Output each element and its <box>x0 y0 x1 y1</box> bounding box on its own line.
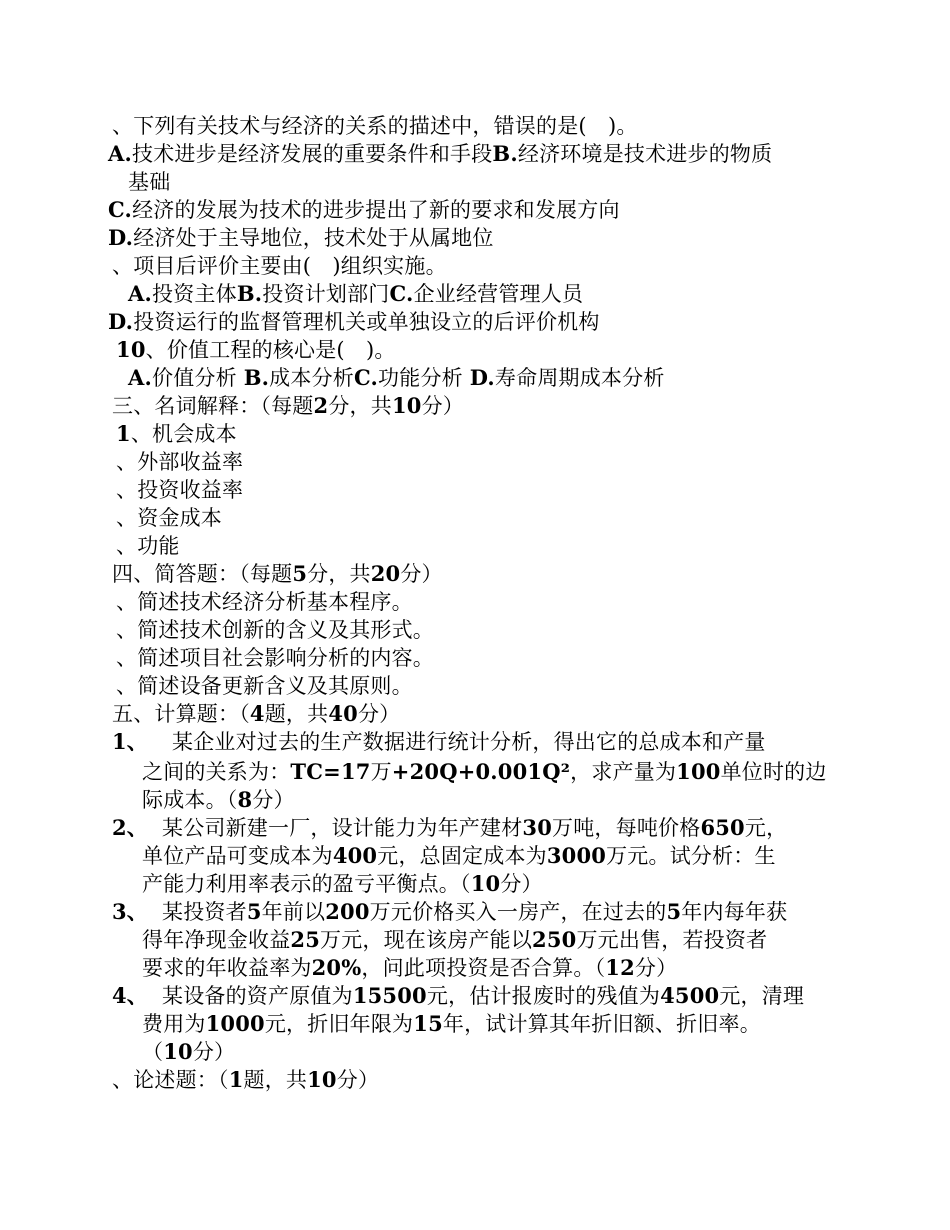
problem-4-number: 4、 <box>112 983 149 1008</box>
problem-3-line: 得年净现金收益25万元，现在该房产能以250万元出售，若投资者 <box>142 927 768 952</box>
section5-heading: 五、计算题：（4题，共40分） <box>112 701 401 726</box>
section4-item: 、简述项目社会影响分析的内容。 <box>116 646 434 670</box>
question-8: 、下列有关技术与经济的关系的描述中，错误的是( )。 <box>112 114 638 138</box>
question-9-options-abc: A.投资主体B.投资计划部门C.企业经营管理人员 <box>128 281 584 306</box>
section3-item: 1、机会成本 <box>116 421 237 446</box>
question-10: 10、价值工程的核心是( )。 <box>116 337 396 362</box>
problem-1-line: 某企业对过去的生产数据进行统计分析，得出它的总成本和产量 <box>172 730 766 754</box>
section4-heading: 四、简答题：（每题5分，共20分） <box>112 561 443 586</box>
question-10-options: A.价值分析 B.成本分析C.功能分析 D.寿命周期成本分析 <box>128 365 665 390</box>
section6-heading: 、论述题：（1题，共10分） <box>112 1067 380 1092</box>
problem-1-number: 1、 <box>112 729 149 754</box>
problem-4-line: 某设备的资产原值为15500元，估计报废时的残值为4500元，清理 <box>162 983 805 1008</box>
problem-2-line: 单位产品可变成本为400元，总固定成本为3000万元。试分析：生 <box>142 843 776 868</box>
problem-3-number: 3、 <box>112 899 149 924</box>
section3-item: 、外部收益率 <box>116 450 244 474</box>
section4-item: 、简述技术创新的含义及其形式。 <box>116 618 434 642</box>
problem-1-line: 际成本。（8分） <box>142 787 295 812</box>
problem-1-line: 之间的关系为：TC=17万+20Q+0.001Q²，求产量为100单位时的边 <box>142 759 827 784</box>
problem-2-line: 产能力利用率表示的盈亏平衡点。（10分） <box>142 871 543 896</box>
question-8-option-ab: A.技术进步是经济发展的重要条件和手段B.经济环境是技术进步的物质 <box>108 141 773 166</box>
section3-item: 、投资收益率 <box>116 478 244 502</box>
section4-item: 、简述设备更新含义及其原则。 <box>116 674 413 698</box>
question-9: 、项目后评价主要由( )组织实施。 <box>112 254 447 278</box>
section3-item: 、功能 <box>116 534 180 558</box>
problem-2-number: 2、 <box>112 815 149 840</box>
problem-3-line: 要求的年收益率为20%，问此项投资是否合算。（12分） <box>142 955 678 980</box>
question-8-option-c: C.经济的发展为技术的进步提出了新的要求和发展方向 <box>108 197 620 222</box>
problem-3-line: 某投资者5年前以200万元价格买入一房产，在过去的5年内每年获 <box>162 899 788 924</box>
question-8-option-ab-cont: 基础 <box>128 170 171 194</box>
problem-4-line: 费用为1000元，折旧年限为15年，试计算其年折旧额、折旧率。 <box>142 1011 761 1036</box>
problem-4-line: （10分） <box>142 1039 236 1064</box>
problem-2-line: 某公司新建一厂，设计能力为年产建材30万吨，每吨价格650元， <box>162 815 788 840</box>
section4-item: 、简述技术经济分析基本程序。 <box>116 590 413 614</box>
question-9-option-d: D.投资运行的监督管理机关或单独设立的后评价机构 <box>108 309 600 334</box>
section3-heading: 三、名词解释：（每题2分，共10分） <box>112 393 464 418</box>
question-8-option-d: D.经济处于主导地位，技术处于从属地位 <box>108 225 494 250</box>
section3-item: 、资金成本 <box>116 506 222 530</box>
